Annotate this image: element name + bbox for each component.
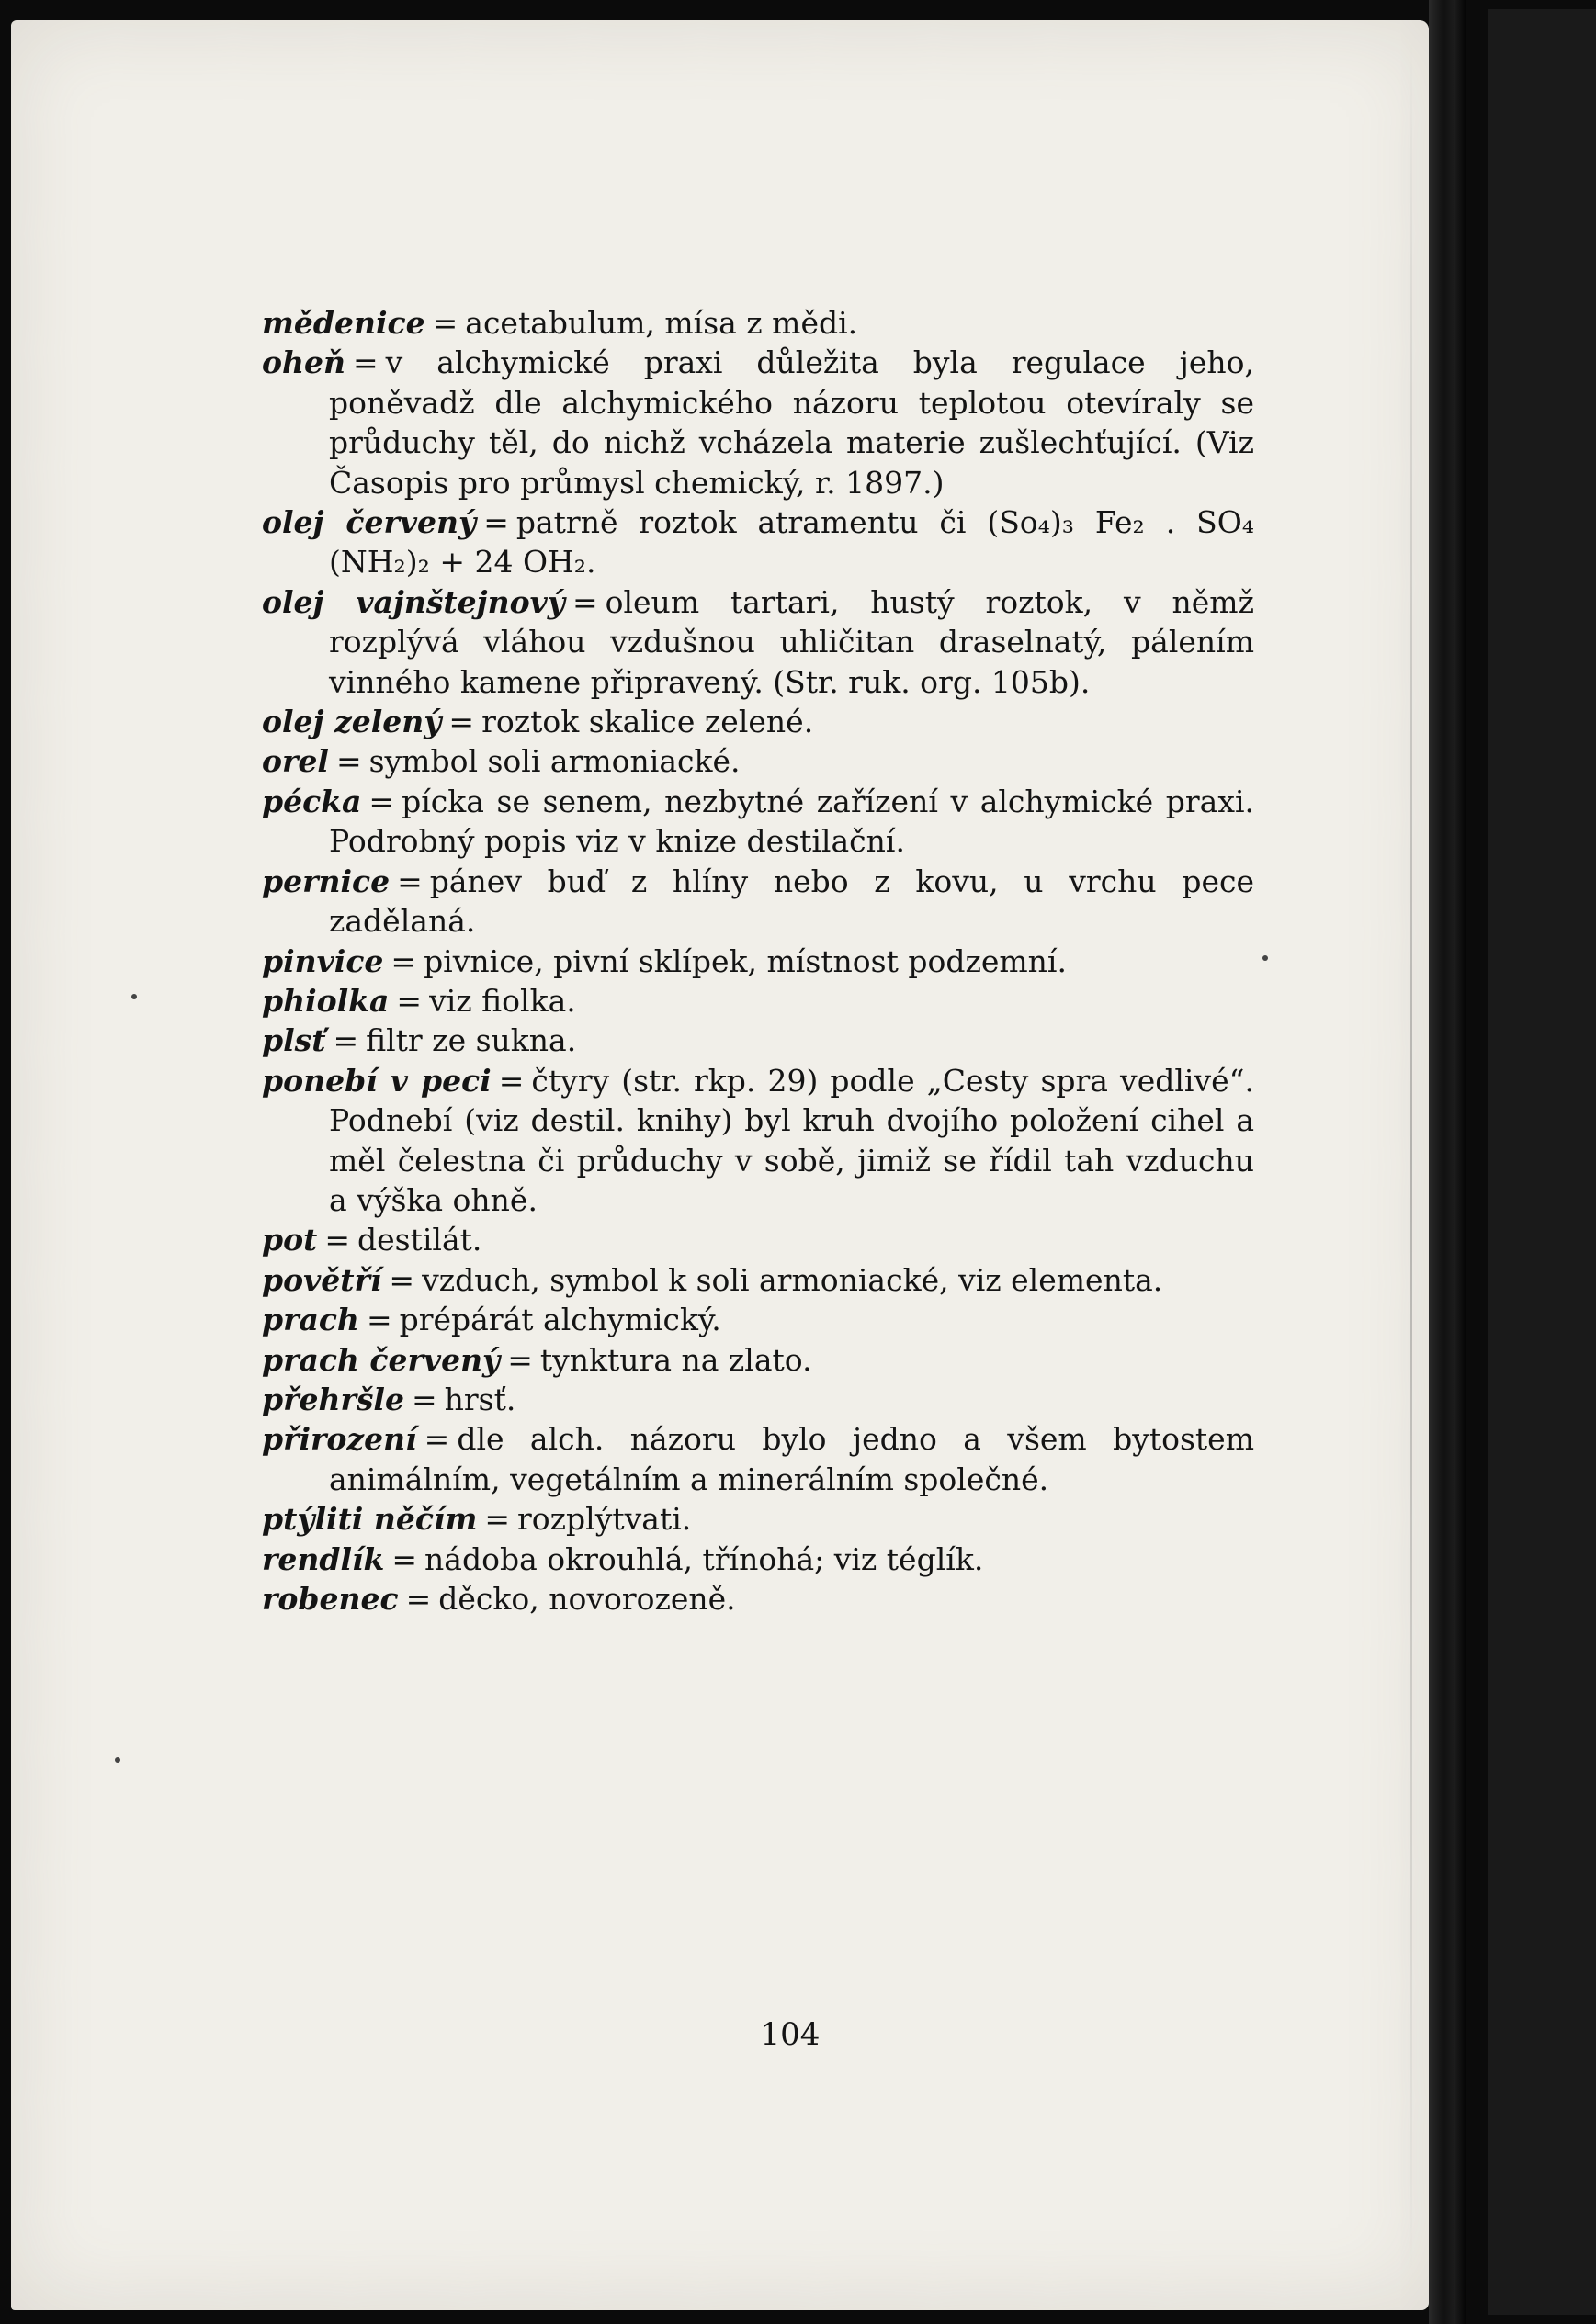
entry-definition: prépárát alchymický. [399,1302,721,1338]
entry-definition: destilát. [357,1222,482,1258]
glossary-entry: ponebí v peci = čtyry (str. rkp. 29) podle „Cesty spra vedlivé“. Podnebí (viz destil. knihy) byl kruh dvojího položení cihel a měl čelestna či průduchy v sobě, jimiž se řídil tah vzduchu a výška ohně. [262,1062,1254,1218]
entry-term: přehršle [262,1381,404,1417]
glossary-entry: pernice = pánev buď z hlíny nebo z kovu, u vrchu pece zadělaná. [262,863,1254,940]
entry-definition: acetabulum, mísa z mědi. [465,305,858,341]
glossary-entry: robenec = děcko, novorozeně. [262,1581,736,1617]
glossary-entry: orel = symbol soli armoniacké. [262,743,741,780]
glossary-text [262,303,1254,1619]
glossary-entry: povětří = vzduch, symbol k soli armoniacké, viz elementa. [262,1261,1163,1298]
glossary-entry: prach červený = tynktura na zlato. [262,1341,812,1378]
entry-term: pécka [262,783,362,819]
glossary-entry: pot = destilát. [262,1222,482,1258]
entry-definition: viz fiolka. [429,982,576,1019]
ink-speck [131,994,137,999]
entry-definition: děcko, novorozeně. [438,1581,736,1617]
entry-definition: vzduch, symbol k soli armoniacké, viz elementa. [422,1261,1163,1298]
entry-term: robenec [262,1581,399,1617]
ink-speck [115,1757,120,1763]
entry-term: phiolka [262,982,390,1019]
glossary-entry: plsť = filtr ze sukna. [262,1022,577,1059]
entry-definition: filtr ze sukna. [366,1022,577,1059]
glossary-entry: přirození = dle alch. názoru bylo jedno a všem bytostem animálním, vegetálním a minerálním společné. [262,1421,1254,1497]
entry-term: olej červený [262,504,477,541]
glossary-entry: phiolka = viz fiolka. [262,982,576,1019]
entry-definition: tynktura na zlato. [539,1341,812,1378]
entry-term: olej zelený [262,704,442,740]
entry-term: povětří [262,1261,382,1298]
entry-definition: v alchymické praxi důležita byla regulace jeho, poněvadž dle alchymického názoru teplotou otevíraly se průduchy těl, do nichž vcházela materie zušlechťující. (Viz Časopis pro průmysl chemický, r. 1897.) [329,344,1254,501]
glossary-entry: pécka = pícka se senem, nezbytné zařízení v alchymické praxi. Podrobný popis viz v knize destilační. [262,783,1254,860]
entry-definition: oleum tartari, hustý roztok, v němž rozplývá vláhou vzdušnou uhličitan draselnatý, pálením vinného kamene připravený. (Str. ruk. org. 105b). [329,583,1254,700]
entry-term: prach červený [262,1341,501,1378]
entry-definition: dle alch. názoru bylo jedno a všem bytostem animálním, vegetálním a minerálním společné. [329,1421,1254,1497]
entry-definition: nádoba okrouhlá, třínohá; viz téglík. [424,1540,984,1577]
glossary-entry: mědenice = acetabulum, mísa z mědi. [262,305,858,341]
entry-term: oheň [262,344,345,381]
entry-term: prach [262,1302,359,1338]
entry-term: pernice [262,863,391,899]
page-edge-shadow [1410,37,1412,2278]
glossary-entry: ptýliti něčím = rozplýtvati. [262,1501,692,1538]
glossary-entry: přehršle = hrsť. [262,1381,516,1417]
entry-definition: pivnice, pivní sklípek, místnost podzemní. [424,942,1067,979]
glossary-entry: olej vajnštejnový = oleum tartari, hustý roztok, v němž rozplývá vláhou vzdušnou uhličitan draselnatý, pálením vinného kamene připravený. (Str. ruk. org. 105b). [262,583,1254,700]
glossary-entry: olej červený = patrně roztok atramentu či (So₄)₃ Fe₂ . SO₄ (NH₂)₂ + 24 OH₂. [262,504,1254,581]
entry-term: ptýliti něčím [262,1501,478,1538]
entry-term: přirození [262,1421,417,1458]
glossary-entry: olej zelený = roztok skalice zelené. [262,704,814,740]
facing-page-edge [1488,9,1596,2315]
entry-term: olej vajnštejnový [262,583,565,620]
glossary-entry: rendlík = nádoba okrouhlá, třínohá; viz téglík. [262,1540,984,1577]
page-number: 104 [760,2016,821,2053]
glossary-entry: oheň = v alchymické praxi důležita byla regulace jeho, poněvadž dle alchymického názoru teplotou otevíraly se průduchy těl, do nichž vcházela materie zušlechťující. (Viz Časopis pro průmysl chemický, r. 1897.) [262,344,1254,501]
book-spine [1429,0,1466,2324]
entry-definition: roztok skalice zelené. [481,704,814,740]
entry-definition: rozplýtvati. [517,1501,692,1538]
entry-definition: čtyry (str. rkp. 29) podle „Cesty spra vedlivé“. Podnebí (viz destil. knihy) byl kruh dvojího položení cihel a měl čelestna či průduchy v sobě, jimiž se řídil tah vzduchu a výška ohně. [329,1062,1254,1218]
entry-term: mědenice [262,305,425,341]
entry-term: plsť [262,1022,326,1059]
entry-definition: hrsť. [444,1381,516,1417]
entry-term: orel [262,743,329,780]
entry-term: pot [262,1222,318,1258]
entry-term: ponebí v peci [262,1062,492,1099]
ink-speck [1262,955,1268,961]
entry-term: rendlík [262,1540,385,1577]
entry-definition: pánev buď z hlíny nebo z kovu, u vrchu pece zadělaná. [329,863,1254,940]
entry-definition: symbol soli armoniacké. [368,743,741,780]
glossary-entry: pinvice = pivnice, pivní sklípek, místnost podzemní. [262,942,1067,979]
entry-definition: patrně roztok atramentu či (So₄)₃ Fe₂ . SO₄ (NH₂)₂ + 24 OH₂. [329,504,1254,581]
entry-definition: pícka se senem, nezbytné zařízení v alchymické praxi. Podrobný popis viz v knize destilační. [329,783,1254,860]
glossary-entry: prach = prépárát alchymický. [262,1302,721,1338]
entry-term: pinvice [262,942,384,979]
